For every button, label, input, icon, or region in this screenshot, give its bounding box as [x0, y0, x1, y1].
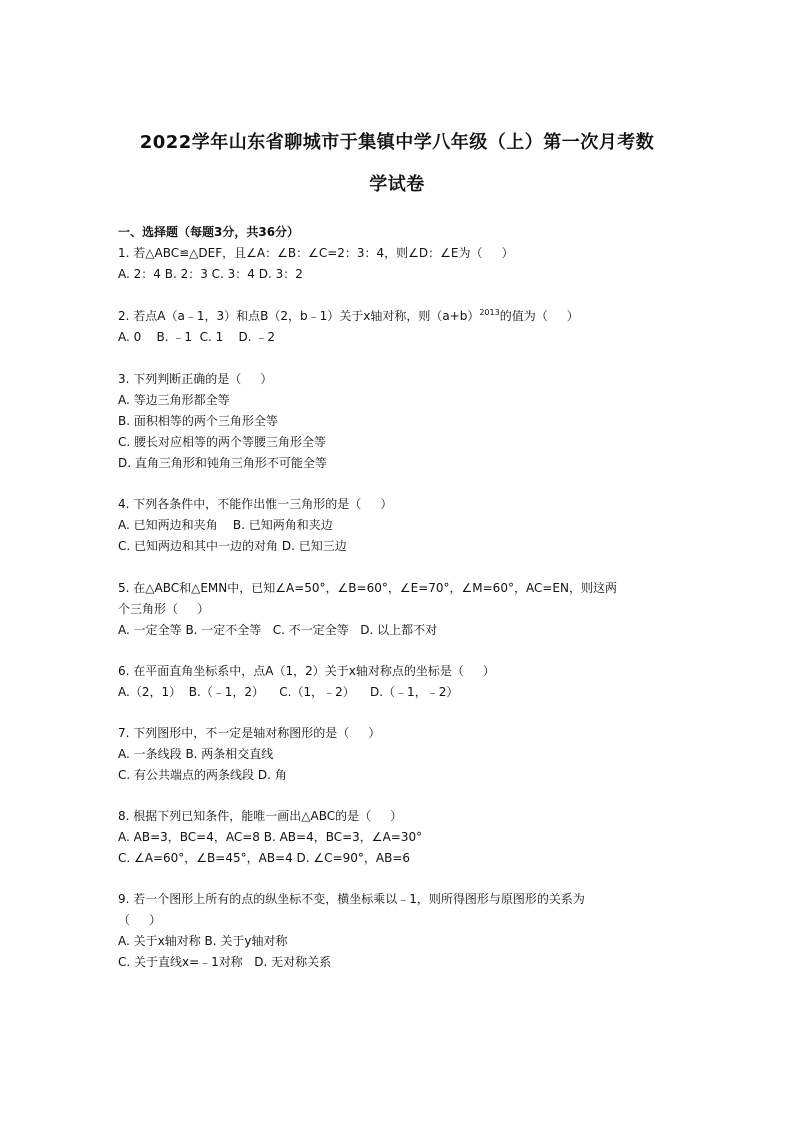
question-2-stem: [118, 308, 579, 324]
question-9-options-cd: C. 关于直线x=﹣1对称 D. 无对称关系: [118, 955, 332, 969]
question-1-stem: 1. 若△ABC≌△DEF，且∠A：∠B：∠C=2：3：4，则∠D：∠E为（ ）: [118, 246, 514, 260]
question-3-stem: 3. 下列判断正确的是（ ）: [118, 372, 273, 386]
question-6-stem: 6. 在平面直角坐标系中，点A（1，2）关于x轴对称点的坐标是（ ）: [118, 664, 495, 678]
question-9-stem: 9. 若一个图形上所有的点的纵坐标不变，横坐标乘以﹣1，则所得图形与原图形的关系为: [118, 892, 585, 906]
question-4-stem: 4. 下列各条件中，不能作出惟一三角形的是（ ）: [118, 497, 393, 511]
question-5-options: A. 一定全等 B. 一定不全等 C. 不一定全等 D. 以上都不对: [118, 623, 438, 637]
question-3-option-b: B. 面积相等的两个三角形全等: [118, 414, 278, 428]
exam-title-line1: 2022学年山东省聊城市于集镇中学八年级（上）第一次月考数: [139, 132, 655, 153]
exam-title-line2: 学试卷: [369, 174, 425, 195]
question-3-option-c: C. 腰长对应相等的两个等腰三角形全等: [118, 435, 327, 449]
question-7-options-cd: C. 有公共端点的两条线段 D. 角: [118, 768, 287, 782]
question-4-options-ab: A. 已知两边和夹角 B. 已知两角和夹边: [118, 518, 333, 532]
question-5-stem-cont: 个三角形（ ）: [118, 602, 210, 616]
question-7-stem: 7. 下列图形中，不一定是轴对称图形的是（ ）: [118, 726, 381, 740]
question-3-option-d: D. 直角三角形和钝角三角形不可能全等: [118, 456, 327, 470]
question-2-exponent: 2013: [479, 308, 500, 317]
question-8-options-cd: C. ∠A=60°，∠B=45°，AB=4 D. ∠C=90°，AB=6: [118, 851, 411, 865]
question-7-options-ab: A. 一条线段 B. 两条相交直线: [118, 747, 274, 761]
question-1-options: A. 2：4 B. 2：3 C. 3：4 D. 3：2: [118, 267, 303, 281]
question-2-stem-text: 2. 若点A（a﹣1，3）和点B（2，b﹣1）关于x轴对称，则（a+b）: [118, 309, 480, 323]
question-9-options-ab: A. 关于x轴对称 B. 关于y轴对称: [118, 934, 288, 948]
question-8-options-ab: A. AB=3，BC=4，AC=8 B. AB=4，BC=3，∠A=30°: [118, 830, 423, 844]
question-5-stem: 5. 在△ABC和△EMN中，已知∠A=50°，∠B=60°，∠E=70°，∠M=60°，AC=EN，则这两: [118, 581, 617, 595]
question-4-options-cd: C. 已知两边和其中一边的对角 D. 已知三边: [118, 539, 347, 553]
question-3-option-a: A. 等边三角形都全等: [118, 393, 230, 407]
question-2-options: A. 0 B. ﹣1 C. 1 D. ﹣2: [118, 330, 276, 344]
question-8-stem: 8. 根据下列已知条件，能唯一画出△ABC的是（ ）: [118, 809, 403, 823]
question-6-options: A.（2，1） B.（﹣1，2） C.（1，﹣2） D.（﹣1，﹣2）: [118, 685, 459, 699]
question-9-stem-cont: （ ）: [118, 913, 162, 927]
section-heading: 一、选择题（每题3分，共36分）: [118, 225, 300, 239]
question-2-stem-tail: 的值为（ ）: [499, 309, 579, 323]
